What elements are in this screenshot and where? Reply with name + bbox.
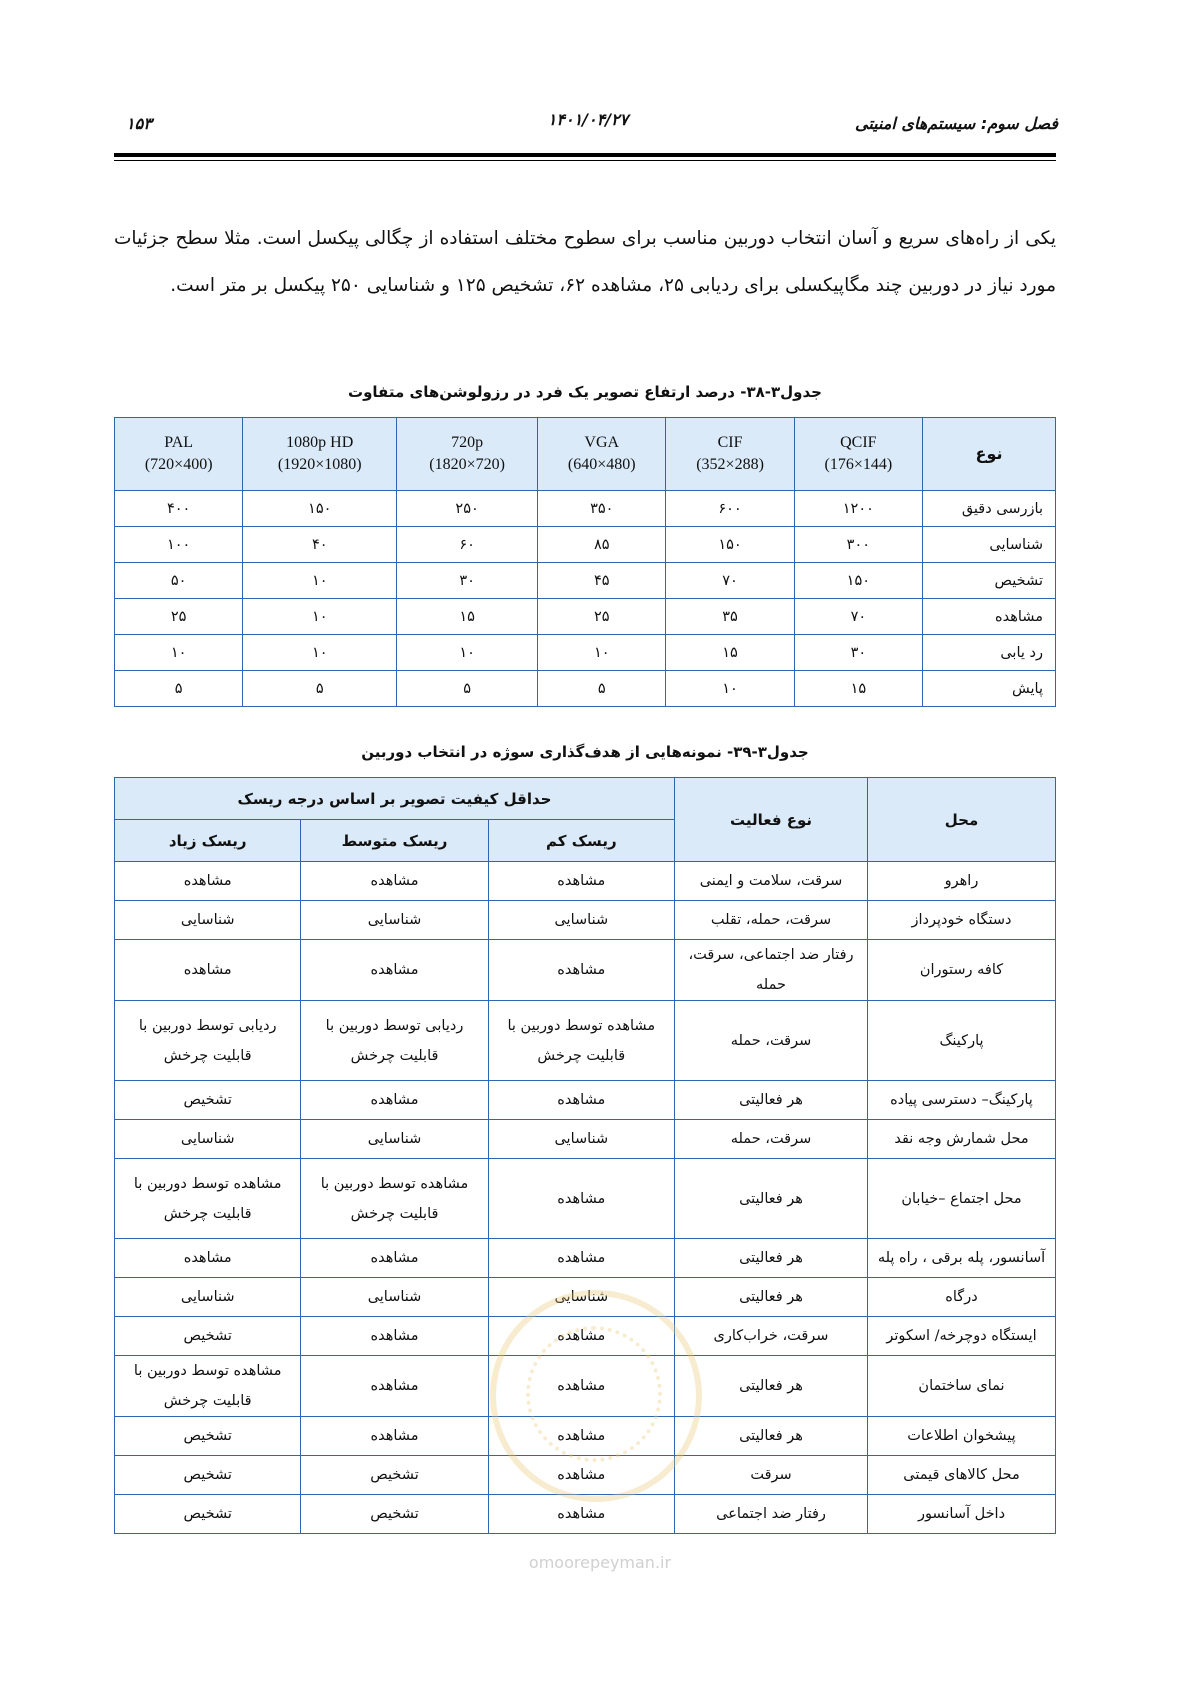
table-cell-high: تشخیص: [115, 1317, 301, 1356]
page-number: ۱۵۳: [126, 114, 152, 133]
table-cell: ۱۰: [538, 635, 666, 671]
table-cell-act: سرقت، سلامت و ایمنی: [675, 862, 868, 901]
table-cell-loc: درگاه: [868, 1278, 1056, 1317]
table-cell-med: ردیابی توسط دوربین با قابلیت چرخش: [301, 1001, 488, 1081]
table-row: [115, 901, 1056, 940]
table2-caption: جدول۳-۳۹- نمونه‌هایی از هدف‌گذاری سوژه در انتخاب دوربین: [361, 743, 809, 761]
table-cell-high: شناسایی: [115, 901, 301, 940]
table-cell: ۲۵: [538, 599, 666, 635]
table2-high-risk-header: ریسک زیاد: [115, 820, 301, 862]
table-cell: ۱۵: [397, 599, 538, 635]
table-cell-low: شناسایی: [488, 1120, 674, 1159]
table-row: [115, 1317, 1056, 1356]
table-cell-med: شناسایی: [301, 901, 488, 940]
table-row: [115, 635, 1056, 671]
page-header: [118, 110, 1058, 144]
table-cell-low: مشاهده: [488, 1356, 674, 1417]
table-cell-loc: راهرو: [868, 862, 1056, 901]
table-cell-med: تشخیص: [301, 1456, 488, 1495]
table-cell-act: سرقت، حمله: [675, 1120, 868, 1159]
table-cell-high: مشاهده: [115, 1239, 301, 1278]
table-cell: ۱۵۰: [243, 491, 397, 527]
table-cell: ۳۵: [666, 599, 794, 635]
table-cell: ۲۵۰: [397, 491, 538, 527]
table-cell-high: ردیابی توسط دوربین با قابلیت چرخش: [115, 1001, 301, 1081]
table1-col-header: 720p (720×1820): [397, 418, 538, 491]
table-row: [115, 1081, 1056, 1120]
table-cell: ۳۰۰: [794, 527, 922, 563]
table-cell-loc: کافه رستوران: [868, 940, 1056, 1001]
table-cell-loc: محل کالاهای قیمتی: [868, 1456, 1056, 1495]
table-cell: ۵: [397, 671, 538, 707]
table-cell: ۱۰: [666, 671, 794, 707]
table-cell: ۵: [115, 671, 243, 707]
table-cell-act: رفتار ضد اجتماعی: [675, 1495, 868, 1534]
table-cell-high: شناسایی: [115, 1278, 301, 1317]
table-cell: ۴۰۰: [115, 491, 243, 527]
table-cell-act: هر فعالیتی: [675, 1417, 868, 1456]
table-row: [115, 599, 1056, 635]
table-cell-high: شناسایی: [115, 1120, 301, 1159]
row-label: رد یابی: [923, 635, 1056, 671]
table-cell: ۱۰: [243, 563, 397, 599]
table-cell-loc: آسانسور، پله برقی ، راه پله: [868, 1239, 1056, 1278]
table-cell: ۶۰۰: [666, 491, 794, 527]
table-row: [115, 1159, 1056, 1239]
table-cell: ۴۵: [538, 563, 666, 599]
table-cell-low: مشاهده: [488, 1159, 674, 1239]
row-label: مشاهده: [923, 599, 1056, 635]
table-cell-med: مشاهده: [301, 1239, 488, 1278]
table-cell-act: هر فعالیتی: [675, 1356, 868, 1417]
table2-location-header: محل: [868, 778, 1056, 862]
table-cell: ۳۰: [794, 635, 922, 671]
table1-header-row: [115, 418, 1056, 491]
table-cell-act: هر فعالیتی: [675, 1081, 868, 1120]
watermark-text: omoorepeyman.ir: [528, 1553, 672, 1572]
table-cell: ۶۰: [397, 527, 538, 563]
table-row: [115, 491, 1056, 527]
table-cell: ۱۵۰: [666, 527, 794, 563]
table-cell-med: مشاهده: [301, 1417, 488, 1456]
table-cell-med: مشاهده: [301, 1081, 488, 1120]
table-cell: ۱۰: [243, 635, 397, 671]
table-cell-med: مشاهده: [301, 1317, 488, 1356]
table-cell: ۷۰: [666, 563, 794, 599]
table-cell: ۱۰: [243, 599, 397, 635]
table-row: [115, 563, 1056, 599]
table-cell: ۱۰: [115, 635, 243, 671]
table-cell-high: تشخیص: [115, 1081, 301, 1120]
table-cell-loc: پارکینگ– دسترسی پیاده: [868, 1081, 1056, 1120]
table-cell: ۴۰: [243, 527, 397, 563]
table-cell-loc: محل شمارش وجه نقد: [868, 1120, 1056, 1159]
table-cell: ۱۰۰: [115, 527, 243, 563]
table-cell-med: تشخیص: [301, 1495, 488, 1534]
table-cell-act: هر فعالیتی: [675, 1159, 868, 1239]
header-rule-thin: [114, 160, 1056, 161]
resolution-table: [114, 417, 1056, 707]
table-cell-med: شناسایی: [301, 1120, 488, 1159]
table-cell: ۳۵۰: [538, 491, 666, 527]
table-cell-low: مشاهده: [488, 1239, 674, 1278]
table2-low-risk-header: ریسک کم: [488, 820, 674, 862]
table-cell: ۲۵: [115, 599, 243, 635]
camera-target-table: [114, 777, 1056, 1534]
table-row: [115, 1356, 1056, 1417]
row-label: پایش: [923, 671, 1056, 707]
table2-header-row: [115, 778, 1056, 820]
table-row: [115, 1120, 1056, 1159]
table-cell-act: سرقت، خراب‌کاری: [675, 1317, 868, 1356]
table-row: [115, 1001, 1056, 1081]
table1-col-header: QCIF (144×176): [794, 418, 922, 491]
table2-medium-risk-header: ریسک متوسط: [301, 820, 488, 862]
table-cell-high: مشاهده توسط دوربین با قابلیت چرخش: [115, 1159, 301, 1239]
table-cell: ۱۲۰۰: [794, 491, 922, 527]
table-cell-act: هر فعالیتی: [675, 1239, 868, 1278]
table-cell-loc: دستگاه خودپرداز: [868, 901, 1056, 940]
table-cell: ۱۰: [397, 635, 538, 671]
table-cell-low: مشاهده توسط دوربین با قابلیت چرخش: [488, 1001, 674, 1081]
table-cell-high: مشاهده توسط دوربین با قابلیت چرخش: [115, 1356, 301, 1417]
table1-col-header: PAL (400×720): [115, 418, 243, 491]
row-label: بازرسی دقیق: [923, 491, 1056, 527]
table-cell-high: تشخیص: [115, 1417, 301, 1456]
table-cell-med: مشاهده توسط دوربین با قابلیت چرخش: [301, 1159, 488, 1239]
table-cell-act: هر فعالیتی: [675, 1278, 868, 1317]
table-cell-med: شناسایی: [301, 1278, 488, 1317]
table-cell: ۵: [243, 671, 397, 707]
row-label: شناسایی: [923, 527, 1056, 563]
table-cell-high: تشخیص: [115, 1456, 301, 1495]
table-cell-low: مشاهده: [488, 940, 674, 1001]
table-cell-act: رفتار ضد اجتماعی، سرقت، حمله: [675, 940, 868, 1001]
header-rule-thick: [114, 153, 1056, 157]
table-cell-act: سرقت، حمله: [675, 1001, 868, 1081]
table-cell-high: مشاهده: [115, 940, 301, 1001]
table-cell-act: سرقت، حمله، تقلب: [675, 901, 868, 940]
table-row: [115, 527, 1056, 563]
table-cell-med: مشاهده: [301, 940, 488, 1001]
table-cell-high: مشاهده: [115, 862, 301, 901]
table-cell-high: تشخیص: [115, 1495, 301, 1534]
table-cell-loc: نمای ساختمان: [868, 1356, 1056, 1417]
table2-quality-header: حداقل کیفیت تصویر بر اساس درجه ریسک: [115, 778, 675, 820]
table-cell: ۱۵: [666, 635, 794, 671]
table-cell-low: مشاهده: [488, 1417, 674, 1456]
table-cell-low: مشاهده: [488, 862, 674, 901]
table1-col-header: CIF (288×352): [666, 418, 794, 491]
table-row: [115, 1278, 1056, 1317]
table-cell-med: مشاهده: [301, 1356, 488, 1417]
table-cell-loc: داخل آسانسور: [868, 1495, 1056, 1534]
table1-col-header: VGA (480×640): [538, 418, 666, 491]
table-cell-low: مشاهده: [488, 1456, 674, 1495]
intro-paragraph: یکی از راه‌های سریع و آسان انتخاب دوربین مناسب برای سطوح مختلف استفاده از چگالی پیکسل است. مثلا سطح جزئیات مورد نیاز در دوربین چند مگاپیکسلی برای ردیابی ۲۵، مشاهده ۶۲، تشخیص ۱۲۵ و شناسایی ۲۵۰ پیکسل بر متر است.: [114, 228, 1056, 296]
table-cell: ۳۰: [397, 563, 538, 599]
table-cell: ۵: [538, 671, 666, 707]
table-cell-loc: پارکینگ: [868, 1001, 1056, 1081]
table-row: [115, 671, 1056, 707]
table-cell-low: مشاهده: [488, 1317, 674, 1356]
table-cell-low: مشاهده: [488, 1081, 674, 1120]
table-row: [115, 1456, 1056, 1495]
chapter-title: فصل سوم: سیستم‌های امنیتی: [855, 114, 1058, 133]
header-date: ۱۴۰۱/۰۴/۲۷: [547, 110, 629, 129]
table-cell-act: سرقت: [675, 1456, 868, 1495]
table-cell-loc: ایستگاه دوچرخه/ اسکوتر: [868, 1317, 1056, 1356]
table-cell: ۱۵۰: [794, 563, 922, 599]
table-cell-low: شناسایی: [488, 901, 674, 940]
table2-activity-header: نوع فعالیت: [675, 778, 868, 862]
table-row: [115, 1239, 1056, 1278]
table1-caption: جدول۳-۳۸- درصد ارتفاع تصویر یک فرد در رزولوشن‌های متفاوت: [348, 383, 822, 401]
table-row: [115, 1495, 1056, 1534]
row-label: تشخیص: [923, 563, 1056, 599]
table-cell: ۸۵: [538, 527, 666, 563]
table-cell-low: مشاهده: [488, 1495, 674, 1534]
table-row: [115, 862, 1056, 901]
table-cell: ۵۰: [115, 563, 243, 599]
table-cell-loc: پیشخوان اطلاعات: [868, 1417, 1056, 1456]
table-cell: ۷۰: [794, 599, 922, 635]
table-cell: ۱۵: [794, 671, 922, 707]
table-cell-low: شناسایی: [488, 1278, 674, 1317]
table-row: [115, 940, 1056, 1001]
table-row: [115, 1417, 1056, 1456]
table-cell-med: مشاهده: [301, 862, 488, 901]
table-cell-loc: محل اجتماع –خیابان: [868, 1159, 1056, 1239]
table1-col-header: 1080p HD (1080×1920): [243, 418, 397, 491]
table1-type-header: نوع: [923, 418, 1056, 491]
